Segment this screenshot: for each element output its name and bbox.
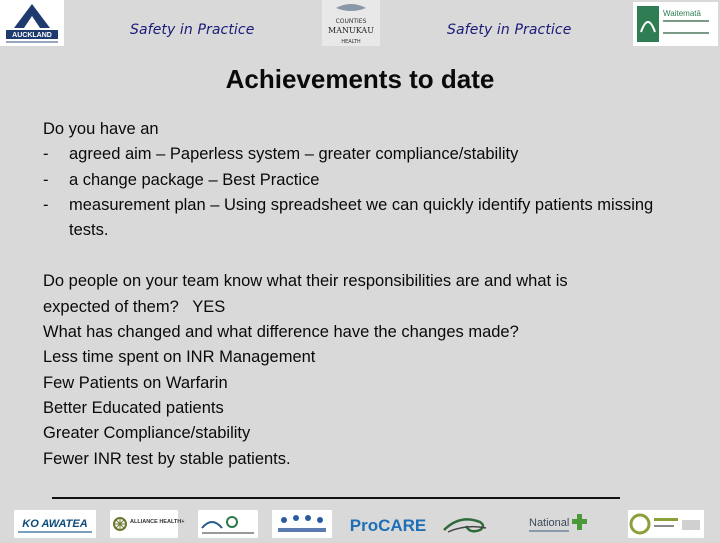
counties-manukau-logo-mark [322,0,380,46]
procare-logo [349,510,427,538]
partner-logo-mark [198,510,258,538]
counties-manukau-logo [322,0,380,46]
ko-awatea-logo [14,510,96,538]
partner-logo [198,510,258,538]
body-line: What has changed and what difference have the changes made? [43,323,519,342]
auckland-logo-mark [0,0,64,46]
comprehensive-care-logo [628,510,704,538]
national-logo-text: National [529,517,570,529]
procare-logo-text: ProCARE [349,516,427,535]
counties-logo-mid: MANUKAU [328,26,374,35]
alliance-health-logo-mark [110,510,185,538]
swirl-logo-mark [440,510,492,538]
waitemata-logo-mark [633,2,718,46]
body-line: Better Educated patients [43,398,224,417]
swirl-logo [440,510,492,538]
footer-divider [52,497,620,499]
bullet-dash: - [43,195,49,214]
counties-logo-bottom: HEALTH [341,39,361,45]
body-line: Fewer INR test by stable patients. [43,449,291,468]
bullet-item [43,142,683,167]
waitemata-logo-text: Waitematā [663,9,701,18]
waitemata-logo [633,2,718,46]
bullet-dash: - [43,145,49,164]
counties-logo-top: COUNTIES [335,18,367,25]
ko-awatea-logo-text: KO AWATEA [22,518,88,530]
tagline-right: Safety in Practice [447,22,572,38]
body-line: Greater Compliance/stability [43,424,251,443]
alliance-health-logo [110,510,185,538]
national-hauora-logo-mark [527,510,593,538]
bullet-dash: - [43,170,49,189]
body-line: Do people on your team know what their responsibilities are and what is [43,272,568,291]
bullet-text: measurement plan – Using spreadsheet we can quickly identify patients missing tests. [69,195,654,240]
auckland-logo-text: AUCKLAND [12,32,52,39]
bullet-item [43,168,683,193]
bullet-item [43,193,683,244]
bullet-text: agreed aim – Paperless system – greater compliance/stability [69,145,519,164]
body-line: expected of them? YES [43,297,226,316]
intro-line: Do you have an [43,120,159,138]
national-hauora-logo [527,510,593,538]
slide-title: Achievements to date [225,64,495,94]
ko-awatea-logo-mark [14,510,96,538]
auckland-logo [0,0,64,46]
body-line: Less time spent on INR Management [43,348,316,367]
bullet-text: a change package – Best Practice [69,170,320,189]
comprehensive-care-logo-mark [628,510,704,538]
tagline-left: Safety in Practice [130,22,255,38]
partner-logo-mark [272,510,332,538]
paragraph-gap [43,243,683,269]
body-line: Few Patients on Warfarin [43,373,228,392]
alliance-logo-text: ALLIANCE HEALTH+ [130,519,185,525]
partner-logo [272,510,332,538]
procare-logo-mark [349,510,427,538]
slide-body [43,117,683,472]
